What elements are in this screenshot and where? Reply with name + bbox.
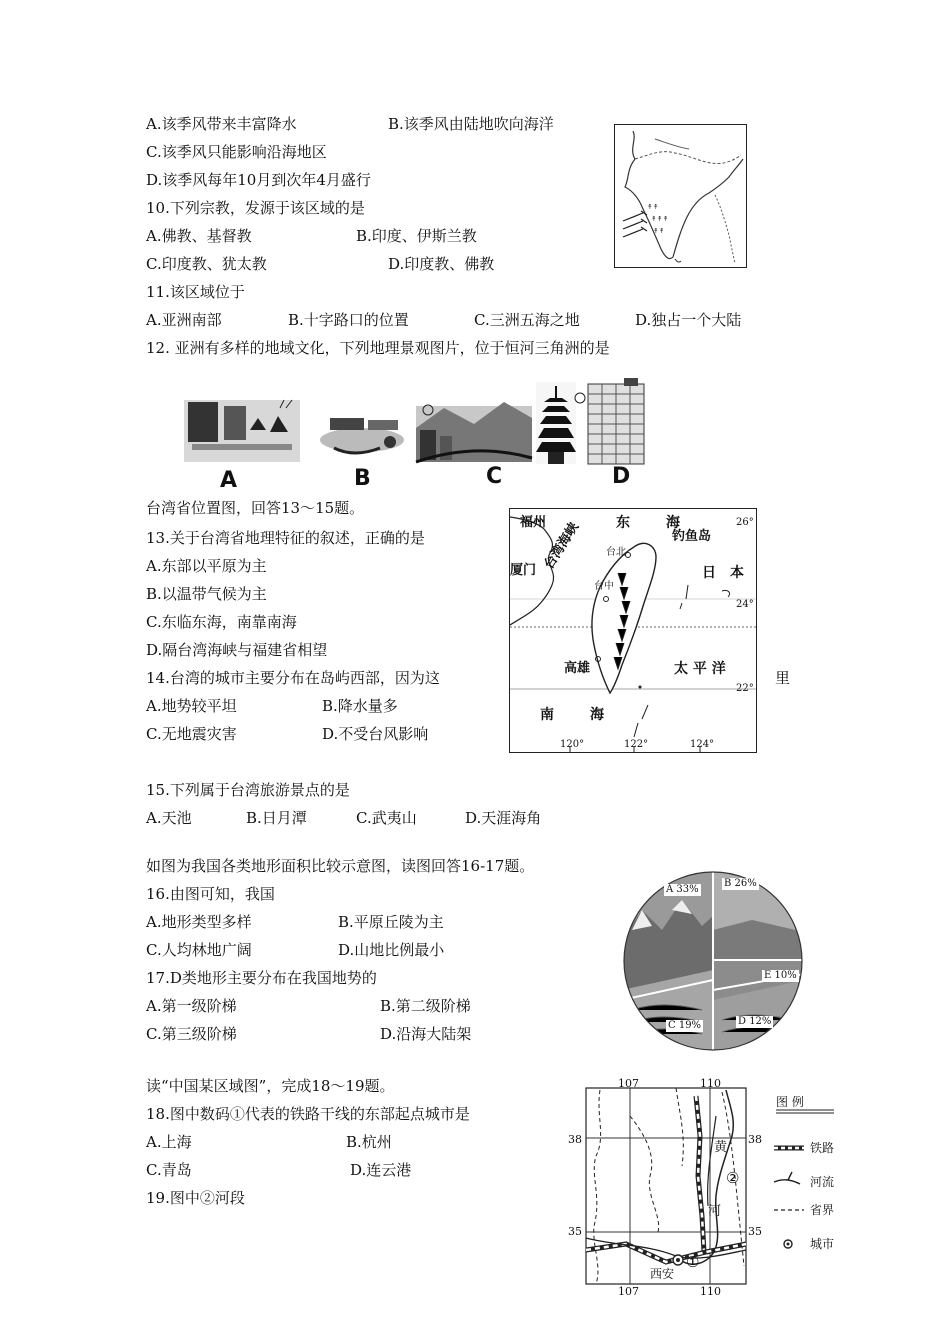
q14-option-b: B.降水量多	[322, 697, 398, 715]
map-label-ben: 本	[730, 565, 744, 581]
q10-option-a: A.佛教、基督教	[146, 227, 252, 245]
photo-b	[320, 418, 404, 453]
pie-label-e: E 10%	[764, 970, 797, 981]
legend-rail: 铁路	[810, 1141, 835, 1155]
q17-option-d: D.沿海大陆架	[380, 1025, 472, 1043]
region-label-circle2: ②	[726, 1169, 740, 1187]
q16-option-c: C.人均林地广阔	[146, 941, 252, 959]
map-label-strait: 台湾海峡	[541, 519, 582, 573]
legend-border: 省界	[810, 1203, 835, 1217]
photo-a	[184, 400, 300, 462]
q13-option-a: A.东部以平原为主	[146, 557, 267, 575]
q18-option-c: C.青岛	[146, 1161, 192, 1179]
region-intro: 读“中国某区域图”，完成18～19题。	[146, 1077, 395, 1095]
svg-text:↟↟: ↟↟	[653, 227, 665, 235]
q18-option-b: B.杭州	[346, 1133, 392, 1151]
q14-option-a: A.地势较平坦	[146, 697, 237, 715]
q11-option-b: B.十字路口的位置	[288, 311, 409, 329]
map-label-taibei: 台北	[606, 547, 626, 558]
q12-photo-strip	[184, 378, 654, 493]
map-label-taiping: 太 平 洋	[674, 661, 726, 677]
q16-option-a: A.地形类型多样	[146, 913, 252, 931]
q13-option-d: D.隔台湾海峡与福建省相望	[146, 641, 328, 659]
q14-option-d: D.不受台风影响	[322, 725, 429, 743]
map-label-dong: 东	[616, 515, 630, 531]
map-label-xiamen: 厦门	[510, 563, 537, 578]
region-lon-107-top: 107	[618, 1077, 639, 1090]
q16-option-d: D.山地比例最小	[338, 941, 445, 959]
map-lon-122: 122°	[624, 739, 649, 750]
region-map	[566, 1076, 766, 1298]
photo-c	[416, 402, 532, 462]
region-lon-110-top: 110	[700, 1077, 721, 1090]
map-label-nanhai-hai: 海	[590, 707, 604, 723]
q17-stem: 17.D类地形主要分布在我国地势的	[146, 969, 377, 987]
region-lat-35-right: 35	[748, 1225, 762, 1238]
q15-option-d: D.天涯海角	[465, 809, 542, 827]
map-lat-22: 22°	[736, 683, 754, 694]
q14-stem-tail: 里	[775, 669, 791, 687]
region-lon-110-bottom: 110	[700, 1285, 721, 1298]
q10-option-d: D.印度教、佛教	[388, 255, 495, 273]
legend-city: 城市	[810, 1237, 835, 1251]
q9-option-c: C.该季风只能影响沿海地区	[146, 143, 327, 161]
q11-option-c: C.三洲五海之地	[474, 311, 580, 329]
q17-option-a: A.第一级阶梯	[146, 997, 237, 1015]
photo-d	[588, 378, 644, 464]
photo-pagoda	[536, 382, 585, 464]
pie-label-b: B 26%	[724, 878, 757, 889]
map-label-diaoyu: 钓鱼岛	[672, 529, 712, 544]
region-label-huang: 黄	[714, 1140, 728, 1155]
q13-option-b: B.以温带气候为主	[146, 585, 267, 603]
q10-option-c: C.印度教、犹太教	[146, 255, 267, 273]
pie-label-d: D 12%	[738, 1016, 772, 1027]
terrain-intro: 如图为我国各类地形面积比较示意图，读图回答16-17题。	[146, 857, 535, 875]
q19-stem: 19.图中②河段	[146, 1189, 245, 1207]
legend-river-symbol	[774, 1172, 800, 1184]
taiwan-intro: 台湾省位置图，回答13～15题。	[146, 499, 365, 517]
q14-stem: 14.台湾的城市主要分布在岛屿西部，因为这	[146, 669, 440, 687]
map-label-taizhong: 台中	[594, 581, 614, 592]
photo-label-a: A	[220, 468, 238, 493]
map-label-ri: 日	[702, 565, 716, 581]
region-lat-35-left: 35	[568, 1225, 582, 1238]
q18-option-d: D.连云港	[350, 1161, 412, 1179]
legend-title: 图 例	[776, 1095, 804, 1109]
q12-photos	[184, 378, 654, 468]
q11-option-a: A.亚洲南部	[146, 311, 222, 329]
q9-option-b: B.该季风由陆地吹向海洋	[388, 115, 554, 133]
map-lat-24: 24°	[736, 599, 754, 610]
taiwan-map	[509, 508, 757, 753]
q13-stem: 13.关于台湾省地理特征的叙述，正确的是	[146, 529, 425, 547]
q18-stem: 18.图中数码①代表的铁路干线的东部起点城市是	[146, 1105, 470, 1123]
photo-label-d: D	[612, 464, 631, 489]
q15-option-a: A.天池	[146, 809, 192, 827]
region-legend	[770, 1092, 840, 1262]
region-label-he: 河	[708, 1204, 722, 1219]
pie-label-a: A 33%	[666, 884, 699, 895]
map-lat-26: 26°	[736, 517, 754, 528]
q17-option-c: C.第三级阶梯	[146, 1025, 237, 1043]
region-lon-107-bottom: 107	[618, 1285, 639, 1298]
q11-option-d: D.独占一个大陆	[635, 311, 742, 329]
q16-stem: 16.由图可知，我国	[146, 885, 275, 903]
q15-option-b: B.日月潭	[246, 809, 307, 827]
q18-option-a: A.上海	[146, 1133, 192, 1151]
q15-stem: 15.下列属于台湾旅游景点的是	[146, 781, 350, 799]
photo-label-c: C	[486, 464, 503, 489]
q15-option-c: C.武夷山	[356, 809, 417, 827]
map-lon-120: 120°	[560, 739, 585, 750]
q13-option-c: C.东临东海，南靠南海	[146, 613, 297, 631]
q11-stem: 11.该区域位于	[146, 283, 245, 301]
q17-option-b: B.第二级阶梯	[380, 997, 471, 1015]
map-label-nan: 南	[540, 707, 554, 723]
map-label-fuzhou: 福州	[520, 515, 547, 530]
region-label-xian: 西安	[650, 1267, 675, 1281]
legend-river: 河流	[810, 1175, 835, 1189]
q12-stem: 12. 亚洲有多样的地域文化，下列地理景观图片，位于恒河三角洲的是	[146, 339, 610, 357]
q16-option-b: B.平原丘陵为主	[338, 913, 444, 931]
photo-label-b: B	[354, 466, 371, 491]
region-lat-38-right: 38	[748, 1133, 762, 1146]
map-lon-124: 124°	[690, 739, 715, 750]
q9-option-d: D.该季风每年10月到次年4月盛行	[146, 171, 371, 189]
map-label-hai: 海	[666, 515, 680, 531]
map-label-gaoxiong: 高雄	[564, 661, 591, 676]
q9-option-a: A.该季风带来丰富降水	[146, 115, 297, 133]
q10-stem: 10.下列宗教，发源于该区域的是	[146, 199, 365, 217]
pie-label-c: C 19%	[668, 1020, 702, 1031]
region-label-circle1: ①	[686, 1253, 700, 1271]
terrain-pie	[622, 870, 804, 1052]
region-lat-38-left: 38	[568, 1133, 582, 1146]
svg-text:↟↟↟: ↟↟↟	[651, 215, 669, 223]
svg-text:↟↟: ↟↟	[647, 203, 659, 211]
india-map	[614, 124, 747, 268]
q10-option-b: B.印度、伊斯兰教	[356, 227, 477, 245]
q14-option-c: C.无地震灾害	[146, 725, 237, 743]
